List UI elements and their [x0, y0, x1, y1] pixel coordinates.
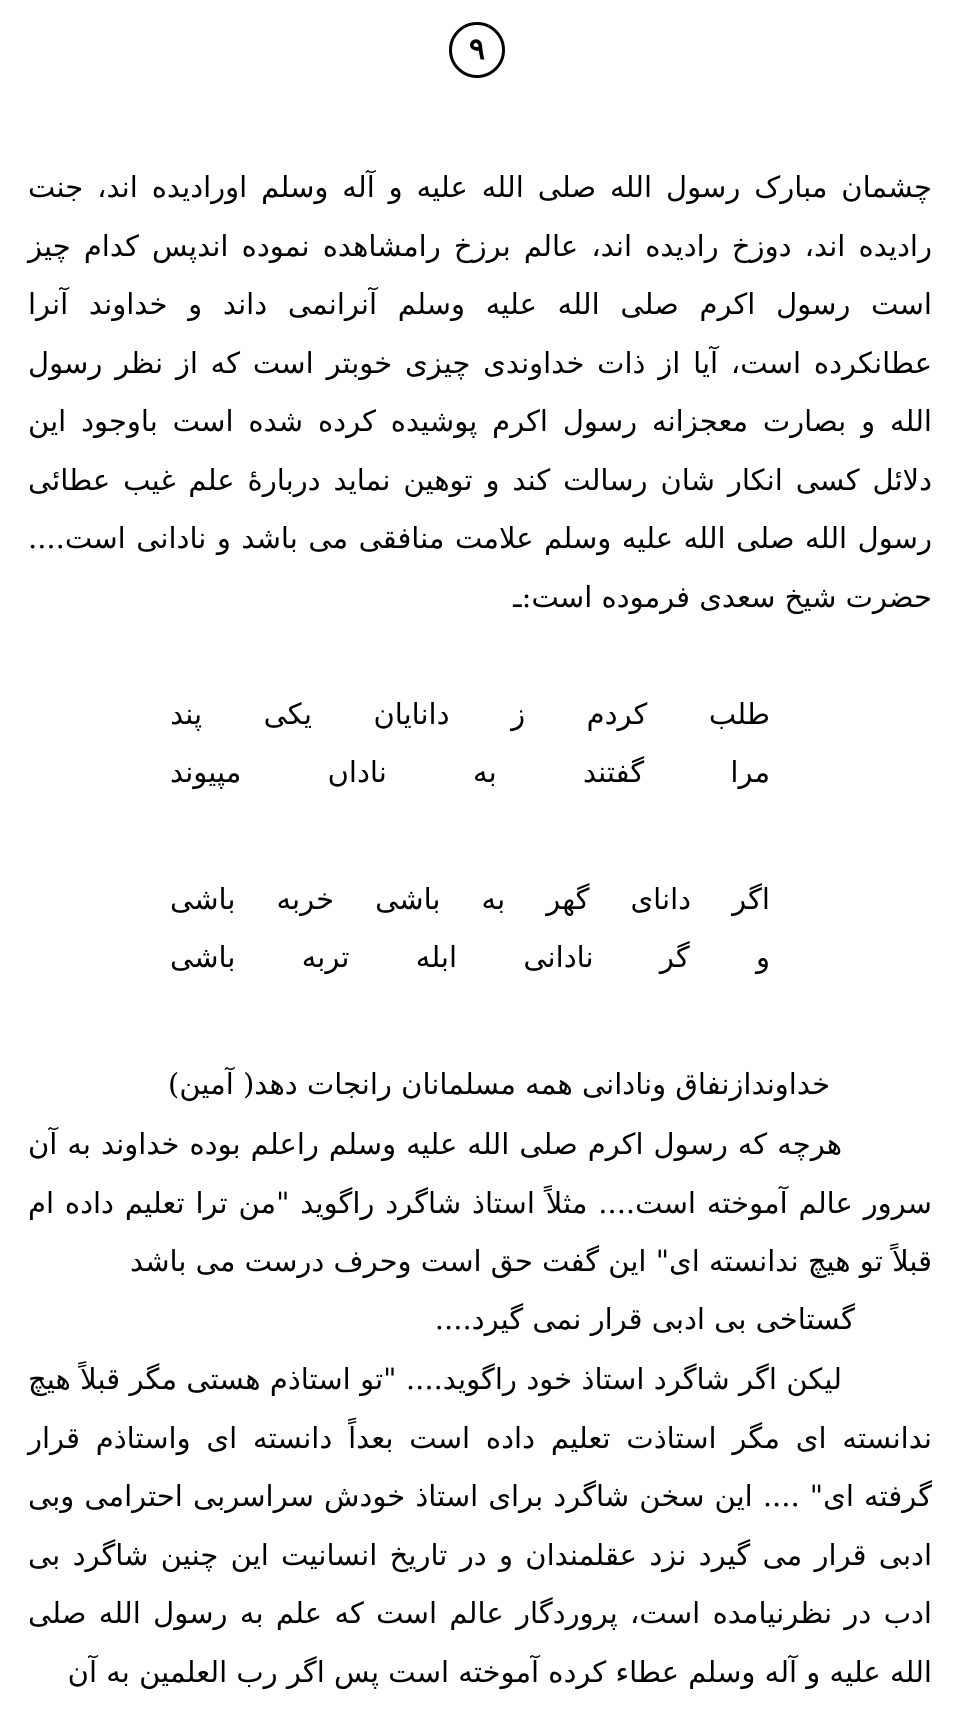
verse-word: به — [481, 882, 506, 916]
verse-word: تربه — [301, 940, 350, 974]
verse-2-line-2 — [170, 928, 770, 986]
paragraph-2-end: گستاخی بی ادبی قرار نمی گیرد.... — [434, 1302, 855, 1336]
verse-word: اگر — [732, 882, 770, 916]
verse-word: نادانی — [523, 940, 594, 974]
verse-1-line-2 — [170, 743, 770, 801]
verse-word: دانایان — [373, 697, 450, 731]
paragraph-1: چشمان مبارک رسول الله صلی الله علیه و آله وسلم اورادیده اند، جنت رادیده اند، دوزخ رادیده اند، عالم برزخ رامشاهده نموده اندپس کدام چیز است رسول اکرم صلی الله علیه وسلم آنرانمی داند و خداوند آنرا عطانکرده است، آیا از ذات خداوندی چیزی خوبتر است که از نظر رسول الله و بصارت معجزانه رسول اکرم پوشیده کرده شده است باوجود این دلائل کسی انکار شان رسالت کند و توهین نماید دربارهٔ علم غیب عطائی رسول الله صلی الله علیه وسلم علامت منافقی می باشد و نادانی است.... حضرت شیخ سعدی فرموده است:ـ — [28, 170, 932, 614]
verse-word: دانای — [630, 882, 692, 916]
verse-word: ابله — [415, 940, 458, 974]
verse-word: باشی — [170, 940, 236, 974]
verse-word: باشی — [375, 882, 441, 916]
verse-word: و — [755, 940, 770, 974]
verse-word: گھر — [546, 882, 590, 916]
verse-2-line-1 — [170, 870, 770, 928]
verse-word: خربه — [276, 882, 335, 916]
verse-1-line-1 — [170, 685, 770, 743]
page-number-badge — [449, 22, 505, 78]
verse-word: ز — [511, 697, 526, 731]
prayer-line: خداوندازنفاق ونادانی همه مسلمانان رانجات دهد( آمین) — [168, 1067, 830, 1101]
verse-word: پند — [170, 697, 203, 731]
verse-2 — [170, 870, 770, 986]
verse-word: طلب — [708, 697, 770, 731]
verse-word: گر — [659, 940, 690, 974]
verse-word: باشی — [170, 882, 236, 916]
verse-word: یکی — [263, 697, 312, 731]
verse-word: مپیوند — [170, 755, 242, 789]
paragraph-2: هرچه که رسول اکرم صلی الله علیه وسلم راعلم بوده خداوند به آن سرور عالم آموخته است.... مثلاً استاذ شاگرد راگوید "من ترا تعلیم داده ام قبلاً تو هیچ ندانسته ای" این گفت حق است وحرف درست می باشد — [28, 1127, 932, 1278]
verse-word: کردم — [586, 697, 648, 731]
page-number: ۹ — [468, 32, 486, 67]
verse-word: به — [473, 755, 497, 789]
paragraph-3: لیکن اگر شاگرد استاذ خود راگوید.... "تو استاذم هستی مگر قبلاً هیچ ندانسته ای مگر استاذت تعلیم داده است بعداً دانسته ای واستاذم قرار گرفته ای" .... این سخن شاگرد برای استاذ خودش سراسربی احترامی وبی ادبی قرار می گیرد نزد عقلمندان و در تاریخ انسانیت این چنین شاگرد بی ادب در نظرنیامده است، پروردگار عالم است که علم به رسول الله صلی الله علیه و آله وسلم عطاء کرده آموخته است پس اگر رب العلمین به آن — [28, 1362, 932, 1689]
verse-1 — [170, 685, 770, 801]
verse-word: مرا — [730, 755, 770, 789]
verse-word: گفتند — [582, 755, 645, 789]
verse-word: ناداں — [327, 755, 387, 789]
